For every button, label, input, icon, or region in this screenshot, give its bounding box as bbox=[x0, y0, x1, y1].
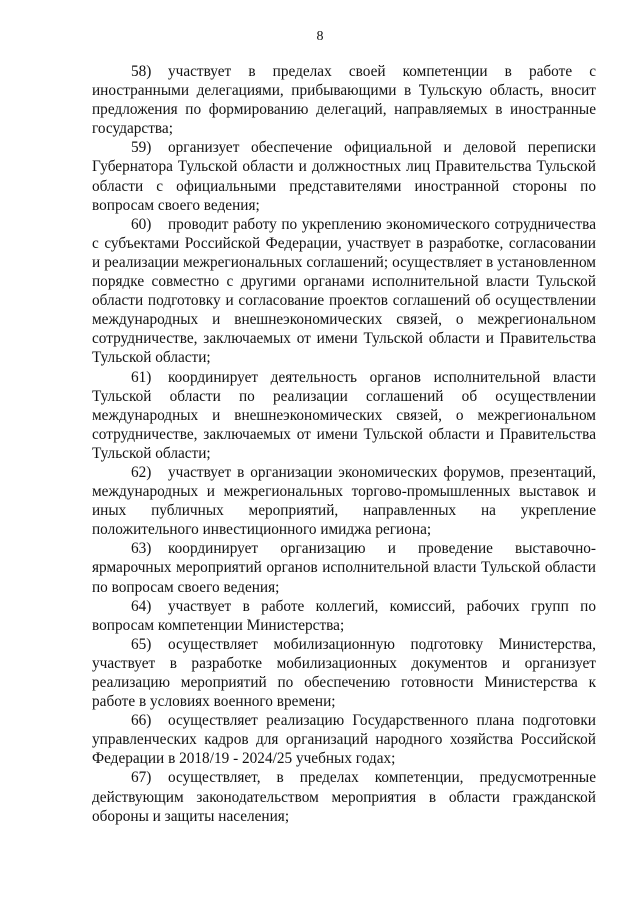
document-body bbox=[92, 62, 596, 826]
item-text: участвует в организации экономических форумов, презентаций, международных и межрегиональных торгово-промышленных выставок и иных публичных мероприятий, направленных на укрепление положительного инвестиционного имиджа региона; bbox=[92, 463, 596, 539]
list-item bbox=[92, 635, 596, 711]
item-number: 67) bbox=[131, 769, 152, 787]
item-number: 64) bbox=[131, 597, 152, 615]
item-number: 59) bbox=[131, 139, 152, 157]
item-text: координирует деятельность органов исполнительной власти Тульской области по реализации соглашений об осуществлении международных и внешнеэкономических связей, о межрегиональном сотрудничестве, заключаемых от имени Тульской области и Правительства Тульской области; bbox=[92, 368, 596, 462]
list-item bbox=[92, 711, 596, 768]
list-item bbox=[92, 62, 596, 138]
item-text: участвует в работе коллегий, комиссий, рабочих групп по вопросам компетенции Министерства; bbox=[92, 597, 596, 634]
item-text: осуществляет реализацию Государственного плана подготовки управленческих кадров для организаций народного хозяйства Российской Федерации в 2018/19 - 2024/25 учебных годах; bbox=[92, 712, 596, 768]
list-item bbox=[92, 597, 596, 635]
item-number: 61) bbox=[131, 368, 152, 386]
list-item bbox=[92, 539, 596, 596]
list-item bbox=[92, 368, 596, 463]
item-number: 60) bbox=[131, 215, 152, 233]
item-text: осуществляет, в пределах компетенции, предусмотренные действующим законодательством мероприятия в области гражданской обороны и защиты населения; bbox=[92, 769, 596, 825]
item-number: 62) bbox=[131, 463, 152, 481]
item-number: 63) bbox=[131, 540, 152, 558]
item-text: осуществляет мобилизационную подготовку Министерства, участвует в разработке мобилизационных документов и организует реализацию мероприятий по обеспечению готовности Министерства к работе в условиях военного времени; bbox=[92, 635, 596, 711]
item-number: 66) bbox=[131, 712, 152, 730]
list-item bbox=[92, 138, 596, 214]
list-item bbox=[92, 768, 596, 825]
page-number: 8 bbox=[316, 29, 324, 44]
item-text: организует обеспечение официальной и деловой переписки Губернатора Тульской области и должностных лиц Правительства Тульской области с официальными представителями иностранной стороны по вопросам своего ведения; bbox=[92, 139, 596, 214]
item-text: координирует организацию и проведение выставочно-ярмарочных мероприятий органов исполнительной власти Тульской области по вопросам своего ведения; bbox=[92, 540, 596, 596]
list-item bbox=[92, 215, 596, 368]
item-number: 58) bbox=[131, 63, 152, 80]
list-item bbox=[92, 463, 596, 539]
item-text: участвует в пределах своей компетенции в работе с иностранными делегациями, прибывающими в Тульскую область, вносит предложения по формированию делегаций, направляемых в иностранные государства; bbox=[92, 63, 596, 138]
item-text: проводит работу по укреплению экономического сотрудничества с субъектами Российской Федерации, участвует в разработке, согласовании и реализации межрегиональных соглашений; осуществляет в установленном порядке совместно с другими органами исполнительной власти Тульской области подготовку и согласование проектов соглашений об осуществлении международных и внешнеэкономических связей, о межрегиональном сотрудничестве, заключаемых от имени Тульской области и Правительства Тульской области; bbox=[92, 215, 596, 367]
item-number: 65) bbox=[131, 635, 152, 653]
